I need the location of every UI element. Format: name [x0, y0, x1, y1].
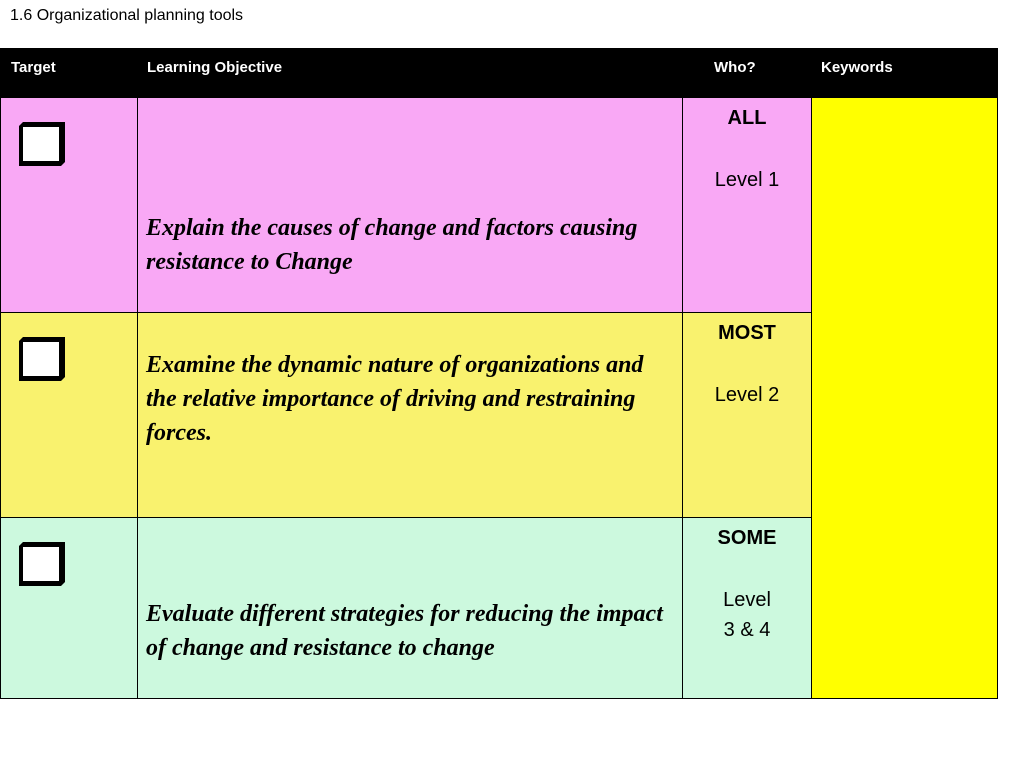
row-1-who-group: ALL	[727, 107, 767, 129]
learning-objectives-table	[0, 48, 998, 699]
row-2-objective-cell	[137, 313, 682, 518]
row-3-who-level: Level 3 & 4	[723, 589, 771, 641]
row-1-who-cell	[682, 98, 811, 313]
checkbox-icon[interactable]	[17, 118, 67, 168]
row-2-who-level: Level 2	[714, 384, 780, 406]
row-3-who-cell	[682, 518, 811, 699]
header-who: Who?	[714, 59, 756, 76]
row-3-objective-cell	[137, 518, 682, 699]
table-header	[0, 48, 998, 98]
checkbox-icon[interactable]	[17, 333, 67, 383]
row-3-objective: Evaluate different strategies for reducing the impact of change and resistance to change	[146, 601, 663, 661]
row-3-target-cell	[0, 518, 137, 699]
row-3-who-group: SOME	[717, 527, 777, 549]
header-target: Target	[11, 59, 56, 76]
row-2-who-cell	[682, 313, 811, 518]
page-title: 1.6 Organizational planning tools	[10, 7, 244, 24]
checkbox-icon[interactable]	[17, 538, 67, 588]
row-1-objective-cell	[137, 98, 682, 313]
row-1-target-cell	[0, 98, 137, 313]
row-2-target-cell	[0, 313, 137, 518]
row-2-objective: Examine the dynamic nature of organizations and the relative importance of driving and restraining forces.	[146, 352, 644, 446]
header-keywords: Keywords	[821, 59, 893, 76]
header-learning-objective: Learning Objective	[147, 59, 283, 76]
row-1-who-level: Level 1	[714, 169, 780, 191]
keywords-cell	[811, 98, 998, 699]
row-2-who-group: MOST	[718, 322, 776, 344]
row-1-objective: Explain the causes of change and factors causing resistance to Change	[146, 215, 638, 275]
